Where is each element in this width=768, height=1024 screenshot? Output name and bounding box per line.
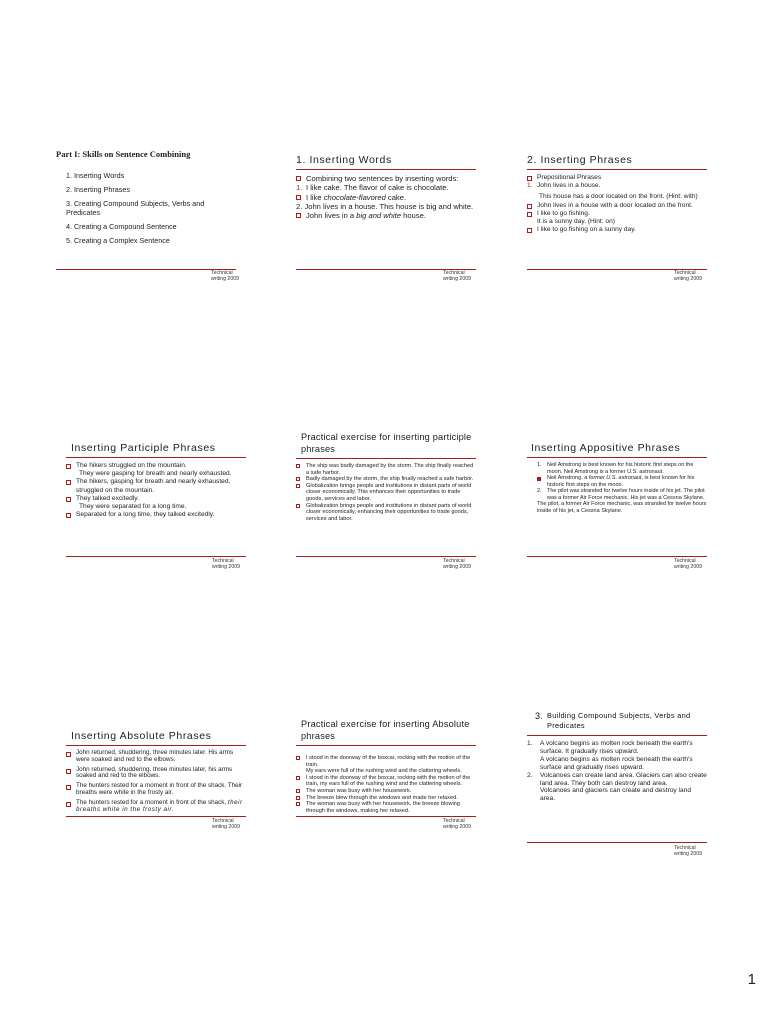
slide-footer: Technical writing 2009 <box>443 818 471 830</box>
list-item: They talked excitedly. <box>66 495 246 503</box>
list-item: John lives in a house with a door located on the front. <box>527 202 707 210</box>
list-item: 1. I like cake. The flavor of cake is chocolate. <box>296 183 449 193</box>
list-item: The ship was badly damaged by the storm. The ship finally reached a safe harbor. <box>296 463 476 476</box>
checkbox-bullet-icon <box>296 796 300 800</box>
checkbox-bullet-icon <box>296 756 300 760</box>
square-bullet-icon <box>537 477 541 481</box>
list-item: 1. Neil Amstrong is best known for his historic first steps on the moon. Neil Amstrong is a former U.S. astronaut. <box>537 462 694 475</box>
checkbox-bullet-icon <box>66 802 71 807</box>
list-item: The woman was busy with her housework. <box>296 788 476 795</box>
list-item: John returned, shuddering, three minutes later. His arms were soaked and red to the elbows. <box>66 750 246 764</box>
checkbox-bullet-icon <box>527 228 532 233</box>
slide-title: 2. Inserting Phrases <box>527 154 633 166</box>
list-item: I stood in the doorway of the boxcar, rocking with the motion of the train. <box>296 755 476 768</box>
checkbox-bullet-icon <box>296 776 300 780</box>
list-item: I like to go fishing on a sunny day. <box>527 226 707 234</box>
list-item: A volcano begins as molten rock beneath the earth's surface and gradually rises upward. <box>540 755 693 771</box>
checkbox-bullet-icon <box>296 176 301 181</box>
checkbox-bullet-icon <box>296 195 301 200</box>
checkbox-bullet-icon <box>296 802 300 806</box>
title-rule <box>527 457 707 458</box>
list-item: The hikers struggled on the mountain. <box>66 462 246 470</box>
list-item: This house has a door located on the front. (Hint: with) <box>539 193 698 201</box>
page-number: 1 <box>747 971 756 988</box>
slide-compound-subjects <box>527 711 707 857</box>
list-item: 2. John lives in a house. This house is big and white. <box>296 201 474 211</box>
list-item: I like to go fishing. <box>527 210 707 218</box>
list-item: Separated for a long time, they talked excitedly. <box>66 511 246 519</box>
checkbox-bullet-icon <box>296 477 300 481</box>
list-item: Globalization brings people and institutions in distant parts of world closer economically, enhancing their opportunities to trade goods, services and labor. <box>296 503 476 523</box>
checkbox-bullet-icon <box>296 789 300 793</box>
list-item: 2. The pilot was stranded for twelve hours inside of his jet. The pilot was a former Air Force mechanic. His jet was a Cessna Skylane. <box>537 488 705 501</box>
checkbox-bullet-icon <box>66 513 71 518</box>
slide-footer: Technical writing 2009 <box>674 845 702 857</box>
list-item: 1. John lives in a house. <box>527 182 601 190</box>
slide-absolute-exercise <box>296 718 476 830</box>
checkbox-bullet-icon <box>66 480 71 485</box>
list-item: John returned, shuddering, three minutes later, his arms soaked and red to the elbows. <box>66 767 246 781</box>
slide-part-i <box>56 148 239 282</box>
title-rule <box>296 169 476 170</box>
list-item: They were gasping for breath and nearly exhausted. <box>79 470 232 478</box>
list-item: Combining two sentences by inserting words: <box>296 174 476 183</box>
slide-title: 1. Inserting Words <box>296 154 392 166</box>
footer-rule <box>527 556 707 557</box>
title-rule <box>66 457 246 458</box>
checkbox-bullet-icon <box>527 176 532 181</box>
title-rule <box>296 458 476 459</box>
footer-rule <box>296 816 476 817</box>
slide-appositive-phrases <box>527 442 707 570</box>
list-item: Globalization brings people and institutions in distant parts of world closer economically. This enhances their opportunities to trade goods, services and labor. <box>296 483 476 503</box>
slide-footer: Technical writing 2009 <box>674 270 702 282</box>
slide-footer: Technical writing 2009 <box>212 558 240 570</box>
slide-title: Inserting Participle Phrases <box>71 442 216 454</box>
checkbox-bullet-icon <box>296 464 300 468</box>
slide-title: Inserting Appositive Phrases <box>531 442 681 454</box>
list-item: Neil Amstrong, a former U.S. astronaut, is best known for his historic first steps on the moon. <box>537 475 707 488</box>
footer-rule <box>296 556 476 557</box>
list-item: They were separated for a long time. <box>79 503 187 511</box>
slide-title: Practical exercise for inserting Absolute phrases <box>301 719 470 741</box>
slide-footer: Technical writing 2009 <box>443 270 471 282</box>
list-item: The pilot, a former Air Force mechanic, was stranded for twelve hours inside of his jet, a Cessna Skylane. <box>537 501 707 514</box>
list-item: The hikers, gasping for breath and nearly exhausted, struggled on the mountain. <box>66 478 246 494</box>
list-item: The breeze blew through the windows and made her relaxed. <box>296 795 476 802</box>
list-item: John lives in a big and white house. <box>296 211 476 220</box>
checkbox-bullet-icon <box>66 497 71 502</box>
title-rule <box>296 745 476 746</box>
footer-rule <box>527 842 707 843</box>
slide-title: Part I: Skills on Sentence Combining <box>56 149 191 159</box>
list-item: Volcanoes and glaciers can create and destroy land area. <box>540 787 692 803</box>
list-item: 3. Creating Compound Subjects, Verbs and Predicates <box>66 199 205 217</box>
slide-footer: Technical writing 2009 <box>212 818 240 830</box>
footer-rule <box>66 556 246 557</box>
checkbox-bullet-icon <box>527 212 532 217</box>
list-item: The woman was busy with her housework, the breeze blowing through the windows, making her relaxed. <box>296 801 476 814</box>
list-item: 4. Creating a Compound Sentence <box>66 222 177 231</box>
list-item: Prepositional Phrases <box>527 174 707 182</box>
slide-absolute-phrases <box>66 730 246 830</box>
slide-title: Inserting Absolute Phrases <box>71 730 212 742</box>
list-item: It is a sunny day. (Hint: on) <box>537 218 615 226</box>
list-item: 2. Volcanoes can create land area. Glaciers can also create land area. They both can destroy land area. <box>527 771 707 787</box>
checkbox-bullet-icon <box>527 204 532 209</box>
list-item: The hunters rested for a moment in front of the shack. Their breaths were white in the frosty air. <box>66 783 246 797</box>
checkbox-bullet-icon <box>296 484 300 488</box>
checkbox-bullet-icon <box>66 464 71 469</box>
slide-inserting-words <box>296 154 476 282</box>
footer-rule <box>56 269 236 270</box>
title-rule <box>527 735 707 736</box>
list-item: My ears were full of the rushing wind and the clattering wheels. <box>306 768 462 775</box>
checkbox-bullet-icon <box>296 213 301 218</box>
slide-title: 3. Building Compound Subjects, Verbs and Predicates <box>535 711 691 730</box>
slide-participle-exercise <box>296 431 476 570</box>
slide-footer: Technical writing 2009 <box>443 558 471 570</box>
slide-footer: Technical writing 2009 <box>211 270 239 282</box>
list-item: I stood in the doorway of the boxcar, rocking with the motion of the train, my ears full of the rushing wind and the clattering wheels. <box>296 775 476 788</box>
list-item: I like chocolate-flavored cake. <box>296 193 476 202</box>
checkbox-bullet-icon <box>66 752 71 757</box>
checkbox-bullet-icon <box>296 504 300 508</box>
title-rule <box>66 745 246 746</box>
title-rule <box>527 169 707 170</box>
slide-title: Practical exercise for inserting participle phrases <box>301 432 472 454</box>
list-item: 5. Creating a Complex Sentence <box>66 236 170 245</box>
slide-footer: Technical writing 2009 <box>674 558 702 570</box>
slide-participle-phrases <box>66 442 246 570</box>
list-item: 1. Inserting Words <box>66 171 125 180</box>
slide-inserting-phrases <box>527 154 707 282</box>
list-item: Badly damaged by the storm, the ship finally reached a safe harbor. <box>296 476 476 483</box>
list-item: The hunters rested for a moment in front of the shack, their breaths white in the frosty air. <box>66 800 246 814</box>
checkbox-bullet-icon <box>66 769 71 774</box>
checkbox-bullet-icon <box>66 785 71 790</box>
footer-rule <box>66 816 246 817</box>
list-item: 2. Inserting Phrases <box>66 185 130 194</box>
list-item: 1. A volcano begins as molten rock beneath the earth's surface. It gradually rises upward. <box>527 740 693 755</box>
